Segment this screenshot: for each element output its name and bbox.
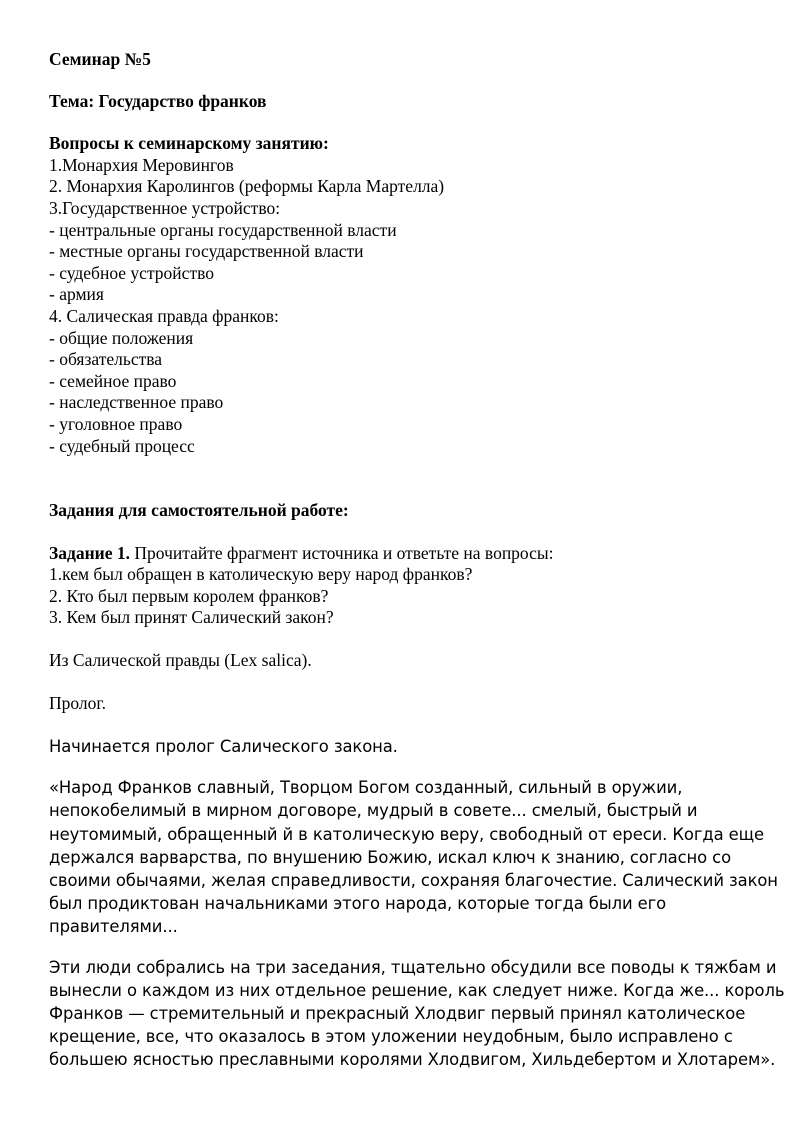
task1-question: 1.кем был обращен в католическую веру народ франков? [49,564,473,585]
paragraph-line: своими обычаями, желая справедливости, сохраняя благочестие. Салический закон [49,870,778,890]
question-item: 4. Салическая правда франков: [49,305,279,326]
question-item: - армия [49,284,104,305]
task1-questions [49,564,769,629]
question-item: - обязательства [49,349,163,370]
task1-label: Задание 1. [49,542,131,563]
questions-list [49,155,769,457]
document-page [49,49,785,1071]
topic-title: Тема: Государство франков [49,90,267,111]
paragraph-line: «Народ Франков славный, Творцом Богом созданный, сильный в оружии, [49,778,683,798]
paragraph-line: был продиктован начальниками этого народа, которые тогда были его [49,893,667,913]
question-item: - судебный процесс [49,435,195,456]
paragraph-line: держался варварства, по внушению Божию, искал ключ к знанию, согласно со [49,847,731,867]
prologue-paragraph-1 [49,776,778,938]
task1-header [49,543,769,565]
tasks-heading: Задания для самостоятельной работе: [49,500,349,521]
paragraph-line: Франков — стремительный и прекрасный Хлодвиг первый принял католическое [49,1004,746,1024]
source-title: Из Салической правды (Lex salica). [49,650,312,671]
question-item: - местные органы государственной власти [49,241,364,262]
question-item: - наследственное право [49,392,224,413]
task1-text: Прочитайте фрагмент источника и ответьте на вопросы: [130,542,554,563]
question-item: 3.Государственное устройство: [49,197,281,218]
question-item: - уголовное право [49,413,183,434]
prologue-begin: Начинается пролог Салического закона. [49,737,398,757]
question-item: 1.Монархия Меровингов [49,154,234,175]
question-item: - общие положения [49,327,194,348]
seminar-title: Семинар №5 [49,49,151,69]
paragraph-line: неутомимый, обращенный й в католическую веру, свободный от ереси. Когда еще [49,824,764,844]
questions-heading: Вопросы к семинарскому занятию: [49,133,329,154]
paragraph-line: Эти люди собрались на три заседания, тщательно обсудили все поводы к тяжбам и [49,958,777,977]
paragraph-line: правителями... [49,916,178,936]
prologue-paragraph-2 [49,956,785,1071]
task1-question: 2. Кто был первым королем франков? [49,585,329,606]
paragraph-line: непокобелимый в мирном договоре, мудрый в совете... смелый, быстрый и [49,801,698,821]
paragraph-line: большею ясностью преславными королями Хлодвигом, Хильдебертом и Хлотарем». [49,1050,776,1070]
question-item: 2. Монархия Каролингов (реформы Карла Мартелла) [49,176,445,197]
prologue-label: Пролог. [49,692,106,713]
paragraph-line: крещение, все, что оказалось в этом уложении неудобным, было исправлено с [49,1027,733,1047]
question-item: - судебное устройство [49,262,214,283]
question-item: - центральные органы государственной власти [49,219,397,240]
paragraph-line: вынесли о каждом из них отдельное решение, как следует ниже. Когда же... король [49,981,785,1001]
question-item: - семейное право [49,370,177,391]
task1-question: 3. Кем был принят Салический закон? [49,607,334,628]
